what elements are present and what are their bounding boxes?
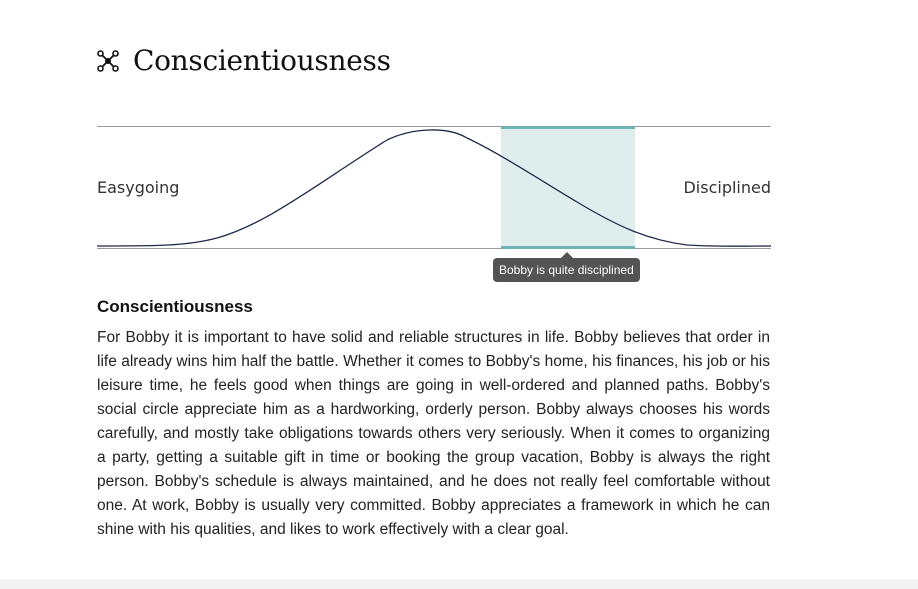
section-body: For Bobby it is important to have solid and reliable structures in life. Bobby believes that order in life already wins him half the battle. Whether it comes to Bobby's home, his finances, his job or his leisure time, he feels good when things are going in well-ordered and planned paths. Bobby's social circle appreciate him as a hardworking, orderly person. Bobby always chooses his words carefully, and mostly take obligations towards others very seriously. When it comes to organizing a party, getting a suitable gift in time or booking the group vacation, Bobby is always the right person. Bobby's schedule is always maintained, and he does not really feel comfortable without one. At work, Bobby is usually very committed. Bobby appreciates a framework in which he can shine with his qualities, and likes to work effectively with a clear goal.	[97, 329, 770, 538]
bell-curve	[97, 130, 771, 246]
description-section	[97, 297, 770, 542]
distribution-graph	[97, 118, 771, 258]
molecule-icon	[97, 50, 119, 72]
scale-left-label: Easygoing	[97, 178, 180, 197]
page-title: Conscientiousness	[133, 44, 391, 77]
trait-scale	[97, 118, 771, 277]
score-band	[501, 127, 635, 248]
scale-right-label: Disciplined	[683, 178, 771, 197]
footer-strip	[0, 579, 918, 589]
score-tooltip: Bobby is quite disciplined	[493, 258, 640, 282]
section-heading: Conscientiousness	[97, 297, 253, 316]
trait-header	[97, 44, 391, 77]
